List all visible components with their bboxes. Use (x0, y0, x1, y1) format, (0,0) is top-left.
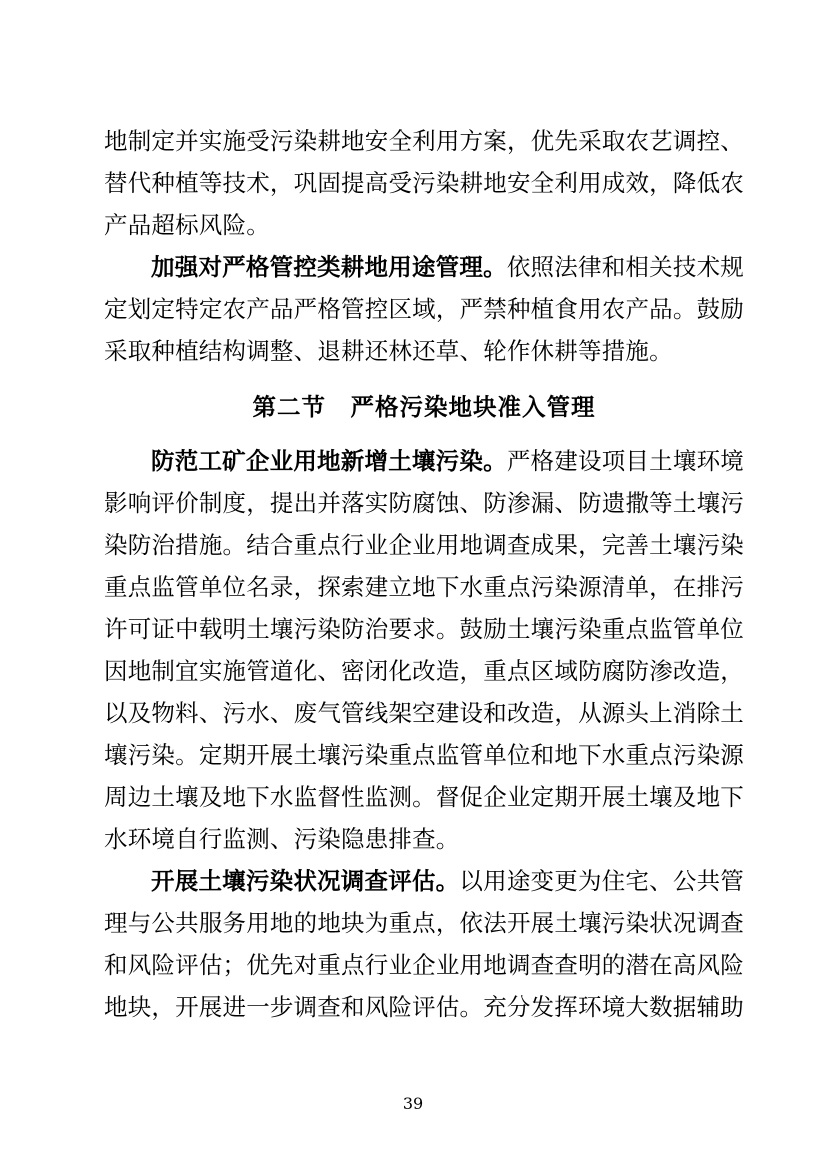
paragraph-text: 以用途变更为住宅、公共管理与公共服务用地的地块为重点，依法开展土壤污染状况调查和风险评估；优先对重点行业企业用地调查查明的潜在高风险地块，开展进一步调查和风险评估。充分发挥环境大数据辅助 (104, 867, 744, 1021)
paragraph-continuation (104, 120, 744, 246)
paragraph-managed-farmland (104, 246, 744, 372)
paragraph-text: 地制定并实施受污染耕地安全利用方案，优先采取农艺调控、替代种植等技术，巩固提高受污染耕地安全利用成效，降低农产品超标风险。 (104, 127, 744, 239)
page-content (104, 120, 744, 1028)
paragraph-text: 严格建设项目土壤环境影响评价制度，提出并落实防腐蚀、防渗漏、防遗撒等土壤污染防治措施。结合重点行业企业用地调查成果，完善土壤污染重点监管单位名录，探索建立地下水重点污染源清单，在排污许可证中载明土壤污染防治要求。鼓励土壤污染重点监管单位因地制宜实施管道化、密闭化改造，重点区域防腐防渗改造，以及物料、污水、废气管线架空建设和改造，从源头上消除土壤污染。定期开展土壤污染重点监管单位和地下水重点污染源周边土壤及地下水监督性监测。督促企业定期开展土壤及地下水环境自行监测、污染隐患排查。 (104, 447, 744, 853)
paragraph-lead: 开展土壤污染状况调查评估。 (151, 867, 460, 895)
paragraph-text: 依照法律和相关技术规定划定特定农产品严格管控区域，严禁种植食用农产品。鼓励采取种植结构调整、退耕还林还草、轮作休耕等措施。 (104, 253, 744, 365)
section-heading: 第二节 严格污染地块准入管理 (252, 393, 596, 421)
paragraph-lead: 加强对严格管控类耕地用途管理。 (151, 253, 507, 281)
page-number: 39 (402, 1094, 424, 1113)
paragraph-lead: 防范工矿企业用地新增土壤污染。 (151, 447, 507, 475)
paragraph-soil-survey (104, 860, 744, 1028)
paragraph-industrial-land (104, 440, 744, 860)
